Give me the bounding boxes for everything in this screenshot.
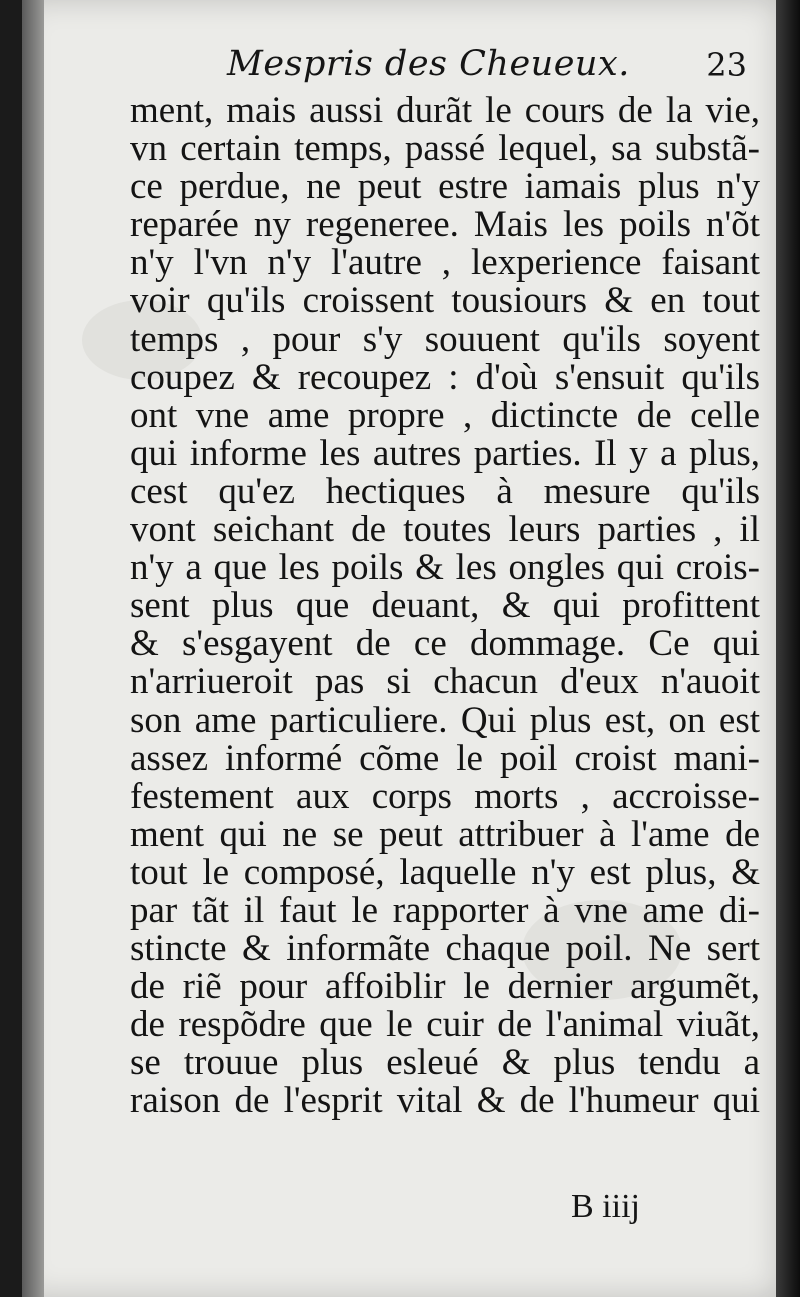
text-line: reparée ny regeneree. Mais les poils n'õt (130, 206, 760, 245)
page-edge-shadow (776, 0, 800, 1297)
signature-mark: B iiij (571, 1188, 640, 1225)
text-line: par tãt il faut le rapporter à vne ame di- (130, 891, 760, 931)
body-text (130, 92, 760, 1121)
book-page (22, 0, 778, 1297)
text-line: coupez & recoupez : d'où s'ensuit qu'ils (130, 358, 760, 397)
text-line: ont vne ame propre , dictincte de celle (130, 396, 760, 435)
running-title: Mespris des Cheueux. (227, 44, 630, 84)
text-line: temps , pour s'y souuent qu'ils soyent (130, 320, 760, 359)
text-line: se trouue plus esleué & plus tendu a (130, 1044, 760, 1083)
page-header (227, 40, 747, 90)
text-line: ment, mais aussi durãt le cours de la vie, (130, 92, 760, 131)
text-line: de riẽ pour affoiblir le dernier argumẽt, (130, 968, 760, 1007)
text-line: sent plus que deuant, & qui profittent (130, 587, 760, 626)
text-line: n'y a que les poils & les ongles qui crois- (130, 549, 760, 588)
text-line: vont seichant de toutes leurs parties , il (130, 511, 760, 550)
binding-shadow (22, 0, 44, 1297)
text-line: n'arriueroit pas si chacun d'eux n'auoit (130, 663, 760, 702)
text-line: assez informé cõme le poil croist mani- (130, 739, 760, 778)
text-line: raison de l'esprit vital & de l'humeur qui (130, 1082, 760, 1121)
text-line: n'y l'vn n'y l'autre , lexperience faisant (130, 244, 760, 283)
text-line: voir qu'ils croissent tousiours & en tout (130, 282, 760, 321)
text-line: qui informe les autres parties. Il y a plus, (130, 434, 760, 473)
text-line: vn certain temps, passé lequel, sa substã- (130, 130, 760, 169)
text-line: festement aux corps morts , accroisse- (130, 777, 760, 816)
text-line: ment qui ne se peut attribuer à l'ame de (130, 815, 760, 854)
text-line: cest qu'ez hectiques à mesure qu'ils (130, 472, 760, 512)
text-line: tout le composé, laquelle n'y est plus, & (130, 853, 760, 892)
text-line: & s'esgayent de ce dommage. Ce qui (130, 625, 760, 664)
text-line: ce perdue, ne peut estre iamais plus n'y (130, 168, 760, 207)
text-line: de respõdre que le cuir de l'animal viuãt, (130, 1006, 760, 1045)
page-number: 23 (706, 46, 747, 84)
text-line: son ame particuliere. Qui plus est, on est (130, 701, 760, 740)
text-line: stincte & informãte chaque poil. Ne sert (130, 930, 760, 969)
